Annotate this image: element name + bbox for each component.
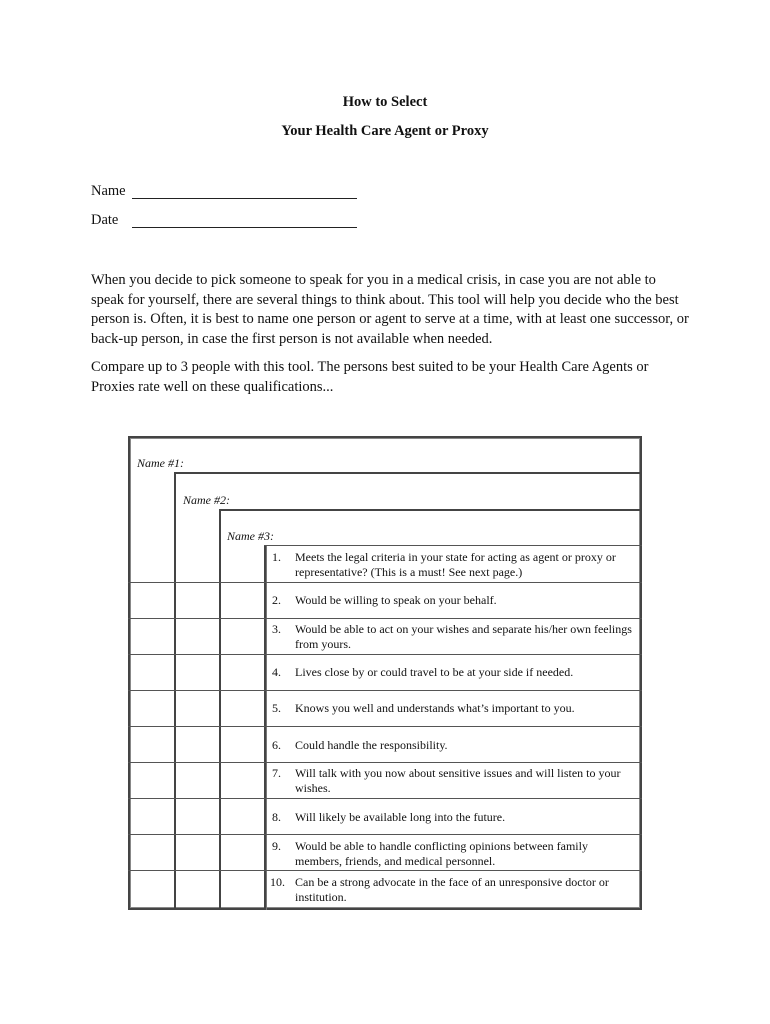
criterion-number: 6. bbox=[272, 738, 281, 752]
row-line-3 bbox=[128, 654, 642, 655]
date-label: Date bbox=[91, 212, 119, 228]
col3-divider-inner bbox=[266, 545, 267, 910]
name2-header-box bbox=[174, 472, 642, 510]
criterion-number: 4. bbox=[272, 665, 281, 679]
date-blank-line[interactable] bbox=[132, 227, 357, 228]
row-line-2 bbox=[128, 618, 642, 619]
name1-label: Name #1: bbox=[137, 456, 184, 470]
criterion-number: 5. bbox=[272, 701, 281, 715]
criterion-text: Will likely be available long into the future. bbox=[295, 810, 506, 824]
page-title: How to Select bbox=[342, 94, 428, 110]
col1-divider bbox=[174, 472, 176, 910]
row-line-7 bbox=[128, 798, 642, 799]
name-field bbox=[91, 183, 126, 200]
criterion-number: 7. bbox=[272, 766, 281, 780]
criterion-number: 2. bbox=[272, 593, 281, 607]
criterion-text: Can be a strong advocate in the face of an unresponsive doctor or institution. bbox=[295, 875, 609, 904]
criterion-number: 10. bbox=[270, 875, 285, 889]
criterion-text: Could handle the responsibility. bbox=[295, 738, 448, 752]
criterion-number: 8. bbox=[272, 810, 281, 824]
criterion-text: Meets the legal criteria in your state for acting as agent or proxy or representative? (This is a must! See next page.) bbox=[295, 550, 616, 579]
name2-label: Name #2: bbox=[183, 493, 230, 507]
criterion-text: Would be able to act on your wishes and separate his/her own feelings from yours. bbox=[295, 622, 632, 651]
criterion-text: Lives close by or could travel to be at your side if needed. bbox=[295, 665, 574, 679]
criterion-text: Will talk with you now about sensitive issues and will listen to your wishes. bbox=[295, 766, 621, 795]
row-line-1 bbox=[128, 582, 642, 583]
date-field bbox=[91, 212, 118, 229]
name3-label: Name #3: bbox=[227, 529, 274, 543]
row-line-0 bbox=[264, 545, 642, 546]
criterion-number: 9. bbox=[272, 839, 281, 853]
criterion-number: 1. bbox=[272, 550, 281, 564]
criterion-text: Would be able to handle conflicting opinions between family members, friends, and medical personnel. bbox=[295, 839, 588, 868]
criterion-text: Knows you well and understands what’s important to you. bbox=[295, 701, 575, 715]
intro-paragraph: When you decide to pick someone to speak for you in a medical crisis, in case you are not able to speak for yourself, there are several things to think about. This tool will help you decide who the best person is. Often, it is best to name one person or agent to serve at a time, with at least one successor, or back-up person, in case the first person is not available when needed. bbox=[91, 272, 689, 347]
col2-divider bbox=[219, 509, 221, 910]
row-line-9 bbox=[128, 870, 642, 871]
row-line-8 bbox=[128, 834, 642, 835]
name3-header-box bbox=[219, 509, 642, 545]
criterion-number: 3. bbox=[272, 622, 281, 636]
row-line-5 bbox=[128, 726, 642, 727]
row-line-4 bbox=[128, 690, 642, 691]
page-subtitle: Your Health Care Agent or Proxy bbox=[281, 123, 489, 139]
compare-paragraph: Compare up to 3 people with this tool. The persons best suited to be your Health Care Agents or Proxies rate well on these qualifications... bbox=[91, 359, 649, 395]
row-line-6 bbox=[128, 762, 642, 763]
criterion-text: Would be willing to speak on your behalf. bbox=[295, 593, 497, 607]
name-label: Name bbox=[91, 183, 126, 199]
name-blank-line[interactable] bbox=[132, 198, 357, 199]
